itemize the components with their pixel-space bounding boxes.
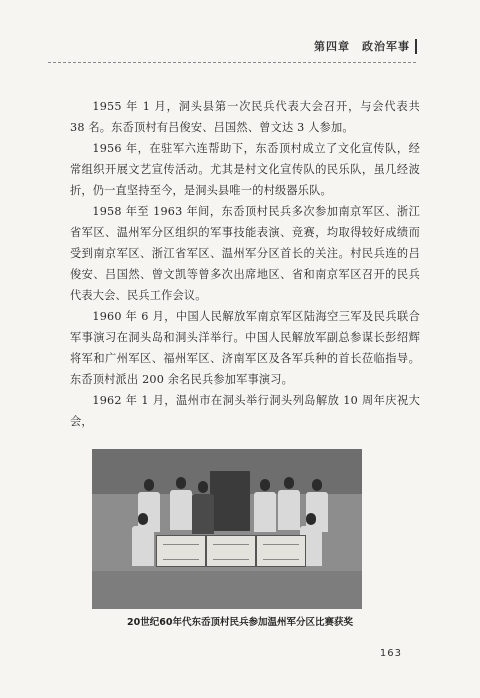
page-number: 163 [379,648,402,659]
photo-certificate [256,535,306,567]
body-text [70,96,420,432]
chapter-title: 第四章 政治军事 [314,40,410,53]
photo-caption: 20世纪60年代东岙顶村民兵参加温州军分区比赛获奖 [127,617,353,628]
paragraph: 1958 年至 1963 年间，东岙顶村民兵多次参加南京军区、浙江省军区、温州军分区组织的军事技能表演、竞赛，均取得较好成绩而受到南京军区、浙江省军区、温州军分区首长的关注。村民兵连的吕俊安、吕国然、曾文凯等曾多次出席地区、省和南京军区召开的民兵代表大会、民兵工作会议。 [70,205,420,302]
photo-certificate [156,535,206,567]
paragraph: 1960 年 6 月，中国人民解放军南京军区陆海空三军及民兵联合军事演习在洞头岛和洞头洋举行。中国人民解放军副总参谋长彭绍辉将军和广州军区、福州军区、济南军区及各军兵种的首长莅临指导。东岙顶村派出 200 余名民兵参加军事演习。 [70,310,420,386]
photo-person [278,477,300,530]
header-rule [48,62,416,63]
group-photo [92,449,362,609]
header-bar [415,39,417,54]
page-header [0,38,480,54]
paragraph: 1955 年 1 月，洞头县第一次民兵代表大会召开，与会代表共 38 名。东岙顶村有吕俊安、吕国然、曾文达 3 人参加。 [70,100,420,134]
photo-banner [210,471,250,531]
photo-ground [92,571,362,609]
photo-person [192,481,214,534]
photo-person [254,479,276,532]
paragraph: 1956 年，在驻军六连帮助下，东岙顶村成立了文化宣传队，经常组织开展文艺宣传活动。尤其是村文化宣传队的民乐队，虽几经波折，仍一直坚持至今，是洞头县唯一的村级器乐队。 [70,142,420,197]
photo-person [132,513,154,566]
photo-certificate [206,535,256,567]
photo-person [170,477,192,530]
paragraph: 1962 年 1 月，温州市在洞头举行洞头列岛解放 10 周年庆祝大会， [70,394,420,428]
